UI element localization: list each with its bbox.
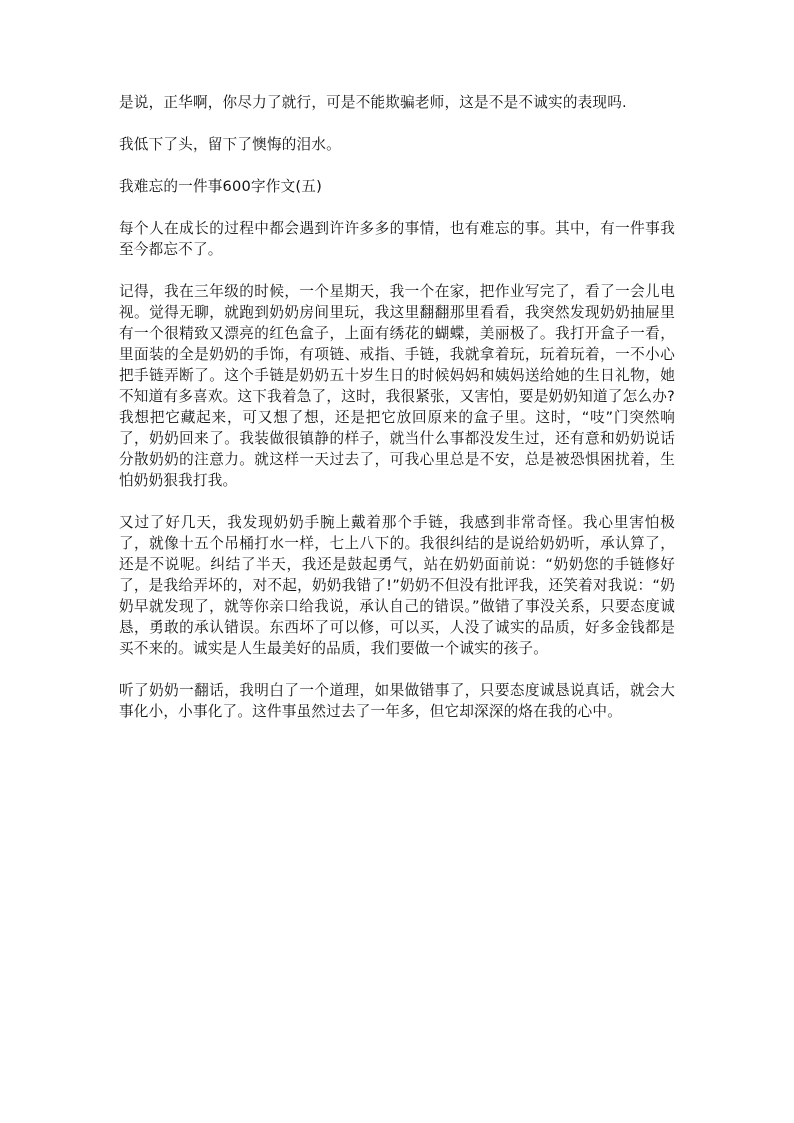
body-paragraph-1: 每个人在成长的过程中都会遇到许许多多的事情，也有难忘的事。其中，有一件事我至今都忘不了。 bbox=[119, 220, 675, 258]
body-paragraph-3: 又过了好几天，我发现奶奶手腕上戴着那个手链，我感到非常奇怪。我心里害怕极了，就像十五个吊桶打水一样，七上八下的。我很纠结的是说给奶奶听，承认算了，还是不说呢。纠结了半天，我还是鼓起勇气，站在奶奶面前说：“奶奶您的手链修好了，是我给弄坏的，对不起，奶奶我错了!”奶奶不但没有批评我，还笑着对我说：“奶奶早就发现了，就等你亲口给我说，承认自己的错误。”做错了事没关系，只要态度诚恳，勇敢的承认错误。东西坏了可以修，可以买，人没了诚实的品质，好多金钱都是买不来的。诚实是人生最美好的品质，我们要做一个诚实的孩子。 bbox=[119, 514, 675, 657]
body-paragraph-2: 记得，我在三年级的时候，一个星期天，我一个在家，把作业写完了，看了一会儿电视。觉得无聊，就跑到奶奶房间里玩，我这里翻翻那里看看，我突然发现奶奶抽屉里有一个很精致又漂亮的红色盒子，上面有绣花的蝴蝶，美丽极了。我打开盒子一看，里面装的全是奶奶的手饰，有项链、戒指、手链，我就拿着玩，玩着玩着，一不小心把手链弄断了。这个手链是奶奶五十岁生日的时候妈妈和姨妈送给她的生日礼物，她不知道有多喜欢。这下我着急了，这时，我很紧张，又害怕，要是奶奶知道了怎么办?我想把它藏起来，可又想了想，还是把它放回原来的盒子里。这时，“吱”门突然响了，奶奶回来了。我装做很镇静的样子，就当什么事都没发生过，还有意和奶奶说话分散奶奶的注意力。就这样一天过去了，可我心里总是不安，总是被恐惧困扰着，生怕奶奶狠我打我。 bbox=[119, 283, 675, 489]
document-page bbox=[119, 92, 675, 743]
body-paragraph-4: 听了奶奶一翻话，我明白了一个道理，如果做错事了，只要态度诚恳说真话，就会大事化小，小事化了。这件事虽然过去了一年多，但它却深深的烙在我的心中。 bbox=[119, 682, 675, 720]
paragraph-intro-1: 是说，正华啊，你尽力了就行，可是不能欺骗老师，这是不是不诚实的表现吗. bbox=[119, 94, 627, 111]
section-heading: 我难忘的一件事600字作文(五) bbox=[119, 178, 322, 195]
paragraph-intro-2: 我低下了头，留下了懊悔的泪水。 bbox=[119, 136, 341, 153]
